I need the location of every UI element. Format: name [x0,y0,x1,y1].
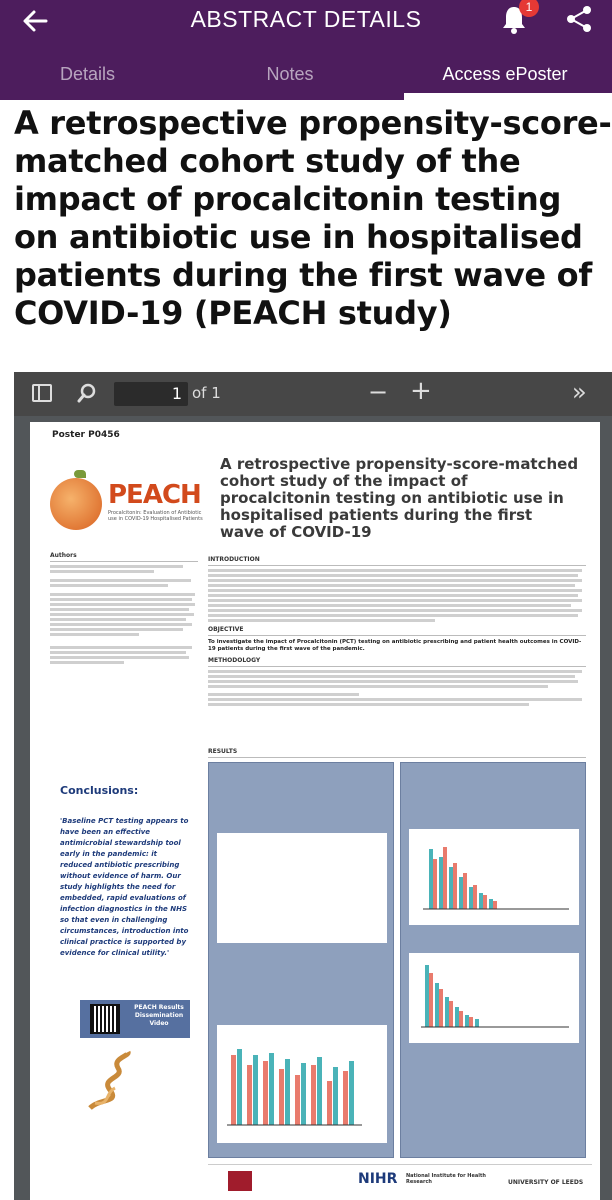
more-tools-icon[interactable]: » [572,378,581,406]
poster-main-column [208,552,586,708]
pdf-toolbar [14,372,612,416]
flowchart-figure [217,833,387,943]
poster-page [30,422,600,1200]
introduction-heading: INTRODUCTION [208,556,586,566]
app-bar-title: ABSTRACT DETAILS [190,6,422,32]
nihr-subtitle: National Institute for Health Research [406,1173,486,1185]
methodology-heading: METHODOLOGY [208,657,586,667]
bar-chart-figure [217,1025,387,1143]
results-heading: RESULTS [208,748,586,758]
poster-number: Poster P0456 [52,430,120,440]
share-icon[interactable] [565,5,593,33]
objective-text: To investigate the impact of Procalcitonin (PCT) testing on antibiotic prescribing and patient health outcomes in COVID-19 patients during the first wave of the pandemic. [208,639,582,652]
poster-authors-column [50,552,198,666]
tab-notes[interactable]: Notes [266,64,314,84]
peach-leaf-icon [74,470,86,478]
page-count-label: of 1 [192,384,221,402]
nihr-logo: NIHR [358,1171,398,1187]
qr-code-icon [90,1004,120,1034]
tab-details[interactable]: Details [59,64,116,84]
search-icon[interactable] [76,382,98,404]
protein-structure-icon [80,1048,140,1118]
results-panel-right [400,762,586,1158]
page-number-input[interactable]: 1 [114,382,188,406]
authors-heading: Authors [50,552,198,562]
histogram-figure-1 [409,829,579,925]
leeds-logo: UNIVERSITY OF LEEDS [508,1179,584,1186]
conclusions-title: Conclusions: [60,784,139,797]
conclusions-text: 'Baseline PCT testing appears to have been an effective antimicrobial stewardship tool early in the pandemic: it reduced antibiotic prescribing without evidence of harm. Our study highlights the need for embedded, rapid evaluations of infection diagnostics in the NHS so that even in challenging circumstances, introduction into clinical practice is supported by evidence for clinical utility.' [60,817,189,957]
poster-title: A retrospective propensity-score-matched cohort study of the impact of procalcitonin testing on antibiotic use in hospitalised patients during the first wave of COVID-19 [220,455,579,541]
pdf-viewer[interactable] [14,372,612,1200]
abstract-title: A retrospective propensity-score-matched cohort study of the impact of procalcitonin testing on antibiotic use in hospitalised patients during the first wave of COVID-19 (PEACH study) [14,104,612,332]
results-panel-left [208,762,394,1158]
video-link-label: PEACH Results Dissemination Video [134,1004,184,1027]
poster-logo-text: PEACH [108,480,201,510]
notification-badge: 1 [519,0,539,17]
zoom-in-button[interactable]: + [410,376,432,406]
sidebar-toggle-icon[interactable] [32,384,52,402]
objective-heading: OBJECTIVE [208,626,586,636]
poster-footer [208,1164,592,1196]
poster-logo-subtitle: Procalcitonin: Evaluation of Antibiotic use in COVID-19 Hospitalised Patients [108,510,203,522]
conclusions-box [50,778,198,1118]
peach-logo-icon [50,478,102,530]
active-tab-indicator [404,93,612,100]
tab-access-eposter[interactable]: Access ePoster [442,64,568,84]
app-bar [0,0,612,100]
histogram-figure-2 [409,953,579,1043]
zoom-out-button[interactable]: − [368,378,389,406]
cardiff-logo-icon [228,1171,252,1191]
